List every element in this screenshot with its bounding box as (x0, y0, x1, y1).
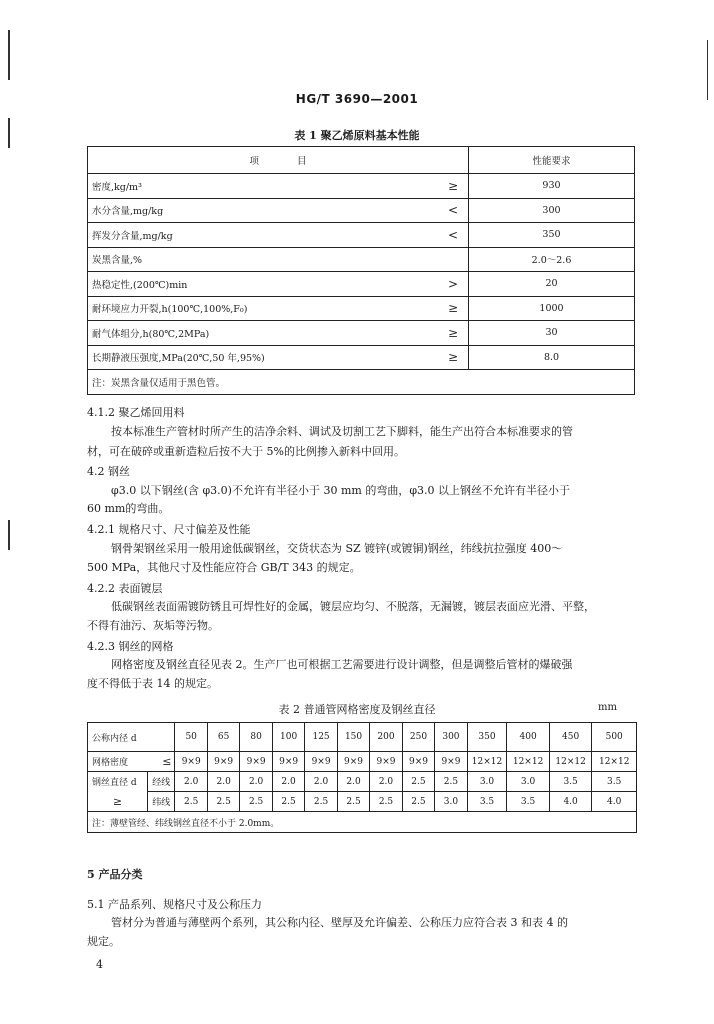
table2-mesh-density (87, 722, 637, 833)
table2-caption: 表 2 普通管网格密度及钢丝直径 (278, 703, 436, 716)
table2-cell: 50 (175, 723, 207, 752)
table1-item: 炭黑含量,% (88, 247, 424, 272)
table1-col-requirement: 性能要求 (469, 147, 635, 174)
table2-cell: 2.0 (240, 772, 272, 792)
table1-symbol: > (423, 272, 468, 297)
table2-cell: 300 (435, 723, 467, 752)
section-4-2-line1: φ3.0 以下钢丝(含 φ3.0)不允许有半径小于 30 mm 的弯曲，φ3.0 以上钢丝不允许有半径小于 (111, 484, 571, 497)
table2-cell: 9×9 (402, 752, 434, 772)
table-row (88, 296, 635, 321)
table2-cell: 100 (272, 723, 304, 752)
table2-density-row (88, 752, 637, 772)
table2-cell: 3.0 (467, 772, 507, 792)
table2-unit: mm (598, 702, 617, 713)
table2-cell: 4.0 (549, 792, 592, 812)
table1-symbol (423, 247, 468, 272)
section-4-2-2-line1: 低碳钢丝表面需镀防锈且可焊性好的金属，镀层应均匀、不脱落，无漏镀，镀层表面应光滑、平整， (111, 600, 595, 613)
table1-note-row (88, 370, 635, 395)
table2-cell: 2.0 (337, 772, 369, 792)
table1-value: 30 (469, 321, 635, 346)
table1-symbol: < (423, 223, 468, 248)
table-row (88, 247, 635, 272)
table2-wire-symbol: ≥ (88, 792, 148, 812)
table2-cell: 9×9 (305, 752, 337, 772)
table2-cell: 12×12 (467, 752, 507, 772)
table2-cell: 2.5 (402, 792, 434, 812)
table2-cell: 2.5 (402, 772, 434, 792)
table1-symbol: ≥ (423, 174, 468, 199)
table-row (88, 198, 635, 223)
table2-cell: 4.0 (592, 792, 637, 812)
table2-cell: 2.0 (207, 772, 239, 792)
table2-cell: 9×9 (240, 752, 272, 772)
section-5-title: 5 产品分类 (87, 868, 143, 881)
table-row (88, 174, 635, 199)
table2-cell: 80 (240, 723, 272, 752)
table1-note: 注：炭黑含量仅适用于黑色管。 (88, 370, 635, 395)
table1-value: 1000 (469, 296, 635, 321)
table1-symbol: ≥ (423, 345, 468, 370)
table2-cell: 125 (305, 723, 337, 752)
table2-cell: 2.5 (175, 792, 207, 812)
table2-wire-label: 钢丝直径 d (88, 772, 148, 792)
scan-edge-mark (707, 40, 708, 100)
table2-density-label: 网格密度 (88, 752, 148, 772)
table1-header-row (88, 147, 635, 174)
table2-cell: 2.5 (207, 792, 239, 812)
section-4-2-line2: 60 mm的弯曲。 (87, 502, 170, 515)
table2-diameter-label: 公称内径 d (88, 723, 175, 752)
table2-cell: 3.5 (507, 792, 550, 812)
table1-value: 300 (469, 198, 635, 223)
table2-cell: 2.5 (370, 792, 402, 812)
table2-cell: 350 (467, 723, 507, 752)
table2-cell: 2.5 (337, 792, 369, 812)
table2-cell: 2.0 (175, 772, 207, 792)
table1-symbol: < (423, 198, 468, 223)
table2-cell: 2.5 (272, 792, 304, 812)
section-4-2-1-title: 4.2.1 规格尺寸、尺寸偏差及性能 (87, 523, 251, 536)
table2-cell: 9×9 (370, 752, 402, 772)
section-4-1-2-line1: 按本标准生产管材时所产生的洁净余料、调试及切割工艺下脚料，能生产出符合本标准要求的管 (111, 425, 573, 438)
table2-weft-label: 纬线 (148, 792, 175, 812)
section-4-2-1-line1: 钢骨架钢丝采用一般用途低碳钢丝，交货状态为 SZ 镀锌(或镀铜)钢丝，纬线抗拉强度 400～ (111, 542, 563, 555)
table-row (88, 345, 635, 370)
table2-cell: 3.5 (549, 772, 592, 792)
table1-item: 耐环境应力开裂,h(100℃,100%,F₀) (88, 296, 424, 321)
section-5-1-line2: 规定。 (87, 935, 120, 948)
table2-cell: 150 (337, 723, 369, 752)
table2-cell: 2.5 (305, 792, 337, 812)
table2-warp-label: 经线 (148, 772, 175, 792)
standard-code-header: HG/T 3690—2001 (295, 92, 419, 106)
table1-item: 长期静液压强度,MPa(20℃,50 年,95%) (88, 345, 424, 370)
table2-cell: 9×9 (207, 752, 239, 772)
table1-item: 热稳定性,(200℃)min (88, 272, 424, 297)
table2-cell: 12×12 (549, 752, 592, 772)
scan-edge-mark (8, 30, 10, 80)
table2-cell: 2.0 (305, 772, 337, 792)
table2-cell: 2.5 (435, 772, 467, 792)
table2-note: 注：薄壁管经、纬线钢丝直径不小于 2.0mm。 (88, 812, 637, 833)
table2-cell: 9×9 (175, 752, 207, 772)
table2-cell: 9×9 (337, 752, 369, 772)
table1-symbol: ≥ (423, 296, 468, 321)
table2-cell: 3.5 (467, 792, 507, 812)
table2-cell: 3.5 (592, 772, 637, 792)
section-5-1-line1: 管材分为普通与薄壁两个系列，其公称内径、壁厚及允许偏差、公称压力应符合表 3 和表 4 的 (111, 916, 568, 929)
table2-warp-row (88, 772, 637, 792)
section-4-2-3-line2: 度不得低于表 14 的规定。 (87, 677, 218, 690)
section-4-2-1-line2: 500 MPa，其他尺寸及性能应符合 GB/T 343 的规定。 (87, 561, 361, 574)
table-row (88, 272, 635, 297)
section-4-1-2-title: 4.1.2 聚乙烯回用料 (87, 406, 185, 419)
section-4-2-3-line1: 网格密度及钢丝直径见表 2。生产厂也可根据工艺需要进行设计调整，但是调整后管材的爆破强 (111, 658, 573, 671)
page-number: 4 (96, 958, 103, 971)
table1-symbol: ≥ (423, 321, 468, 346)
table1-caption: 表 1 聚乙烯原料基本性能 (294, 129, 420, 142)
table1-item: 密度,kg/m³ (88, 174, 424, 199)
table1-polyethylene-properties (87, 146, 635, 395)
table-row (88, 223, 635, 248)
table1-value: 930 (469, 174, 635, 199)
table2-diameter-row (88, 723, 637, 752)
table2-cell: 2.0 (272, 772, 304, 792)
scan-edge-mark (8, 520, 10, 550)
table1-item: 耐气体组分,h(80℃,2MPa) (88, 321, 424, 346)
table2-weft-row (88, 792, 637, 812)
table2-cell: 2.5 (240, 792, 272, 812)
section-4-1-2-line2: 材，可在破碎或重新造粒后按不大于 5%的比例掺入新料中回用。 (87, 445, 405, 458)
section-5-1-title: 5.1 产品系列、规格尺寸及公称压力 (87, 898, 262, 911)
section-4-2-2-title: 4.2.2 表面镀层 (87, 582, 163, 595)
table2-cell: 12×12 (507, 752, 550, 772)
table2-note-row (88, 812, 637, 833)
table2-cell: 450 (549, 723, 592, 752)
table1-col-item: 项 目 (88, 147, 469, 174)
table1-value: 2.0～2.6 (469, 247, 635, 272)
table2-cell: 500 (592, 723, 637, 752)
table2-cell: 65 (207, 723, 239, 752)
table2-cell: 12×12 (592, 752, 637, 772)
table2-cell: 9×9 (435, 752, 467, 772)
table1-item: 挥发分含量,mg/kg (88, 223, 424, 248)
table1-value: 350 (469, 223, 635, 248)
table2-density-symbol: ≤ (148, 752, 175, 772)
table2-cell: 200 (370, 723, 402, 752)
table2-cell: 400 (507, 723, 550, 752)
table2-cell: 250 (402, 723, 434, 752)
table2-cell: 3.0 (435, 792, 467, 812)
table1-value: 20 (469, 272, 635, 297)
table1-item: 水分含量,mg/kg (88, 198, 424, 223)
section-4-2-title: 4.2 钢丝 (87, 465, 130, 478)
table-row (88, 321, 635, 346)
table1-value: 8.0 (469, 345, 635, 370)
section-4-2-3-title: 4.2.3 钢丝的网格 (87, 640, 174, 653)
table2-cell: 3.0 (507, 772, 550, 792)
section-4-2-2-line2: 不得有油污、灰垢等污物。 (87, 619, 219, 632)
table2-cell: 9×9 (272, 752, 304, 772)
table2-cell: 2.0 (370, 772, 402, 792)
